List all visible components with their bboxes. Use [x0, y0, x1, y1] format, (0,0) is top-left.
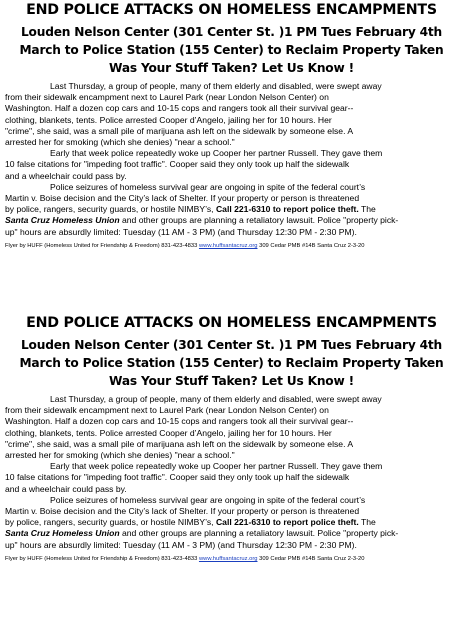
body-text-span: The — [358, 204, 376, 215]
body-line: Washington. Half a dozen cop cars and 10-15 cops and rangers took all their survival gear-- — [5, 416, 354, 427]
flyer-bottom — [5, 314, 458, 563]
march-line: March to Police Station (155 Center) to Reclaim Property Taken — [19, 356, 444, 370]
flyer-footer — [5, 242, 458, 250]
body-line: and a wheelchair could pass by. — [5, 170, 127, 181]
body-line: "crime", she said, was a small pile of marijuana ash left on the sidewalk by someone else. A — [5, 438, 354, 449]
footer-text: Flyer by HUFF (Homeless United for Friendship & Freedom) 831-423-4833 — [5, 555, 199, 562]
body-line: and a wheelchair could pass by. — [5, 483, 127, 494]
body-line: Martin v. Boise decision and the City’s lack of Shelter. If your property or person is threatened — [5, 506, 360, 517]
body-line: Police seizures of homeless survival gear are ongoing in spite of the federal court’s — [50, 494, 366, 505]
body-text-span: The — [358, 517, 376, 528]
body-line: Martin v. Boise decision and the City’s lack of Shelter. If your property or person is threatened — [5, 193, 360, 204]
body-line — [5, 215, 458, 226]
flyer-body — [5, 394, 458, 551]
body-line: Police seizures of homeless survival gear are ongoing in spite of the federal court’s — [50, 181, 366, 192]
body-line: up" hours are absurdly limited: Tuesday (11 AM - 3 PM) (and Thursday 12:30 PM - 2:30 PM). — [5, 539, 357, 550]
police-theft-hotline: Call 221-6310 to report police theft. — [215, 517, 359, 528]
march-line: March to Police Station (155 Center) to Reclaim Property Taken — [19, 43, 444, 57]
flyer-top — [5, 1, 458, 250]
footer-text: 309 Cedar PMB #14B Santa Cruz 2-3-20 — [257, 242, 365, 249]
body-line: arrested her for smoking (which she denies) "near a school." — [5, 450, 235, 461]
body-line: clothing, blankets, tents. Police arrested Cooper d’Angelo, jailing her for 10 hours. Her — [5, 114, 332, 125]
body-text-span: by police, rangers, security guards, or hostile NIMBY’s, — [5, 204, 216, 215]
body-text-span: by police, rangers, security guards, or hostile NIMBY’s, — [5, 517, 216, 528]
flyer-footer — [5, 555, 458, 563]
flyer-title: END POLICE ATTACKS ON HOMELESS ENCAMPMENTS — [26, 315, 437, 331]
call-to-action-line: Was Your Stuff Taken? Let Us Know ! — [109, 61, 354, 75]
body-line: Last Thursday, a group of people, many of them elderly and disabled, were swept away — [50, 394, 382, 404]
body-line: Washington. Half a dozen cop cars and 10-15 cops and rangers took all their survival gear-- — [5, 103, 354, 114]
body-line: from their sidewalk encampment next to Laurel Park (near London Nelson Center) on — [5, 92, 329, 103]
homeless-union-name: Santa Cruz Homeless Union — [5, 215, 120, 226]
body-line: from their sidewalk encampment next to Laurel Park (near London Nelson Center) on — [5, 405, 329, 416]
event-location-line: Louden Nelson Center (301 Center St. )1 PM Tues February 4th — [20, 338, 443, 352]
body-text-span: and other groups are planning a retaliatory lawsuit. Police "property pick- — [119, 215, 399, 226]
body-line: Last Thursday, a group of people, many of them elderly and disabled, were swept away — [50, 81, 382, 91]
body-line: Early that week police repeatedly woke up Cooper her partner Russell. They gave them — [50, 148, 383, 159]
body-line: 10 false citations for "impeding foot traffic". Cooper said they only took up half the sidewalk — [5, 472, 350, 483]
body-line — [5, 528, 458, 539]
website-link[interactable]: www.huffsantacruz.org — [198, 555, 258, 562]
footer-text: Flyer by HUFF (Homeless United for Friendship & Freedom) 831-423-4833 — [5, 242, 199, 249]
police-theft-hotline: Call 221-6310 to report police theft. — [215, 204, 359, 215]
event-location-line: Louden Nelson Center (301 Center St. )1 PM Tues February 4th — [20, 25, 443, 39]
body-text-span: and other groups are planning a retaliatory lawsuit. Police "property pick- — [119, 528, 399, 539]
body-line: arrested her for smoking (which she denies) "near a school." — [5, 137, 235, 148]
body-line: up" hours are absurdly limited: Tuesday (11 AM - 3 PM) (and Thursday 12:30 PM - 2:30 PM). — [5, 226, 357, 237]
body-line: Early that week police repeatedly woke up Cooper her partner Russell. They gave them — [50, 461, 383, 472]
website-link[interactable]: www.huffsantacruz.org — [198, 242, 258, 249]
call-to-action-line: Was Your Stuff Taken? Let Us Know ! — [109, 374, 354, 388]
homeless-union-name: Santa Cruz Homeless Union — [5, 528, 120, 539]
flyer-body — [5, 81, 458, 238]
footer-text: 309 Cedar PMB #14B Santa Cruz 2-3-20 — [257, 555, 365, 562]
body-line: "crime", she said, was a small pile of marijuana ash left on the sidewalk by someone else. A — [5, 125, 354, 136]
body-line — [5, 204, 458, 215]
body-line: clothing, blankets, tents. Police arrested Cooper d’Angelo, jailing her for 10 hours. Her — [5, 427, 332, 438]
body-line — [5, 517, 458, 528]
flyer-title: END POLICE ATTACKS ON HOMELESS ENCAMPMENTS — [26, 2, 437, 18]
body-line: 10 false citations for "impeding foot traffic". Cooper said they only took up half the sidewalk — [5, 159, 350, 170]
